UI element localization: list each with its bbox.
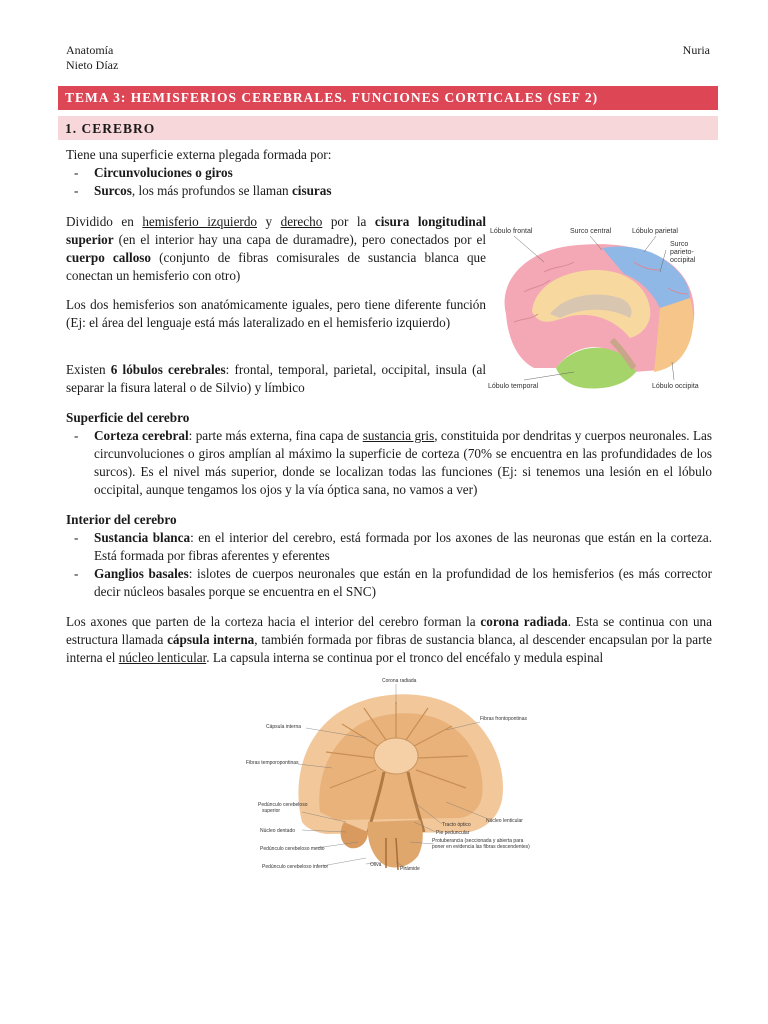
label-frontopontinas: Fibras frontopontinas xyxy=(480,716,527,722)
header-name: Nuria xyxy=(682,43,710,57)
intro-line: Tiene una superficie externa plegada formada por: xyxy=(66,147,332,162)
label-protub-2: poner en evidencia las fibras descendentes) xyxy=(432,844,530,850)
leader-line xyxy=(644,236,656,252)
text-run: Dividido en xyxy=(66,214,143,229)
paragraph-equal: Los dos hemisferios son anatómicamente iguales, pero tiene diferente función (Ej: el área del lenguaje está más lateralizado en el hemisferio izquierdo) xyxy=(66,297,486,330)
text-run: , constituida por dendritas y cuerpos neuronales. Las circunvoluciones o giros amplían al máximo la superficie de corteza (70% se encuentra en las profundidades de los surcos). Es el nivel más superior, donde se localizan todas las funciones (Ej: si tenemos una lesión en el lóbulo occipital, aunque tengamos los ojos y la vía óptica sana, no vamos a ver) xyxy=(94,428,712,497)
term-sustancia-blanca: Sustancia blanca xyxy=(94,530,191,545)
underlined-sustancia-gris: sustancia gris xyxy=(362,428,435,443)
brain-lobes-figure xyxy=(484,222,720,398)
label-po-1: Surco xyxy=(670,241,689,248)
term-surcos: Surcos xyxy=(94,183,132,198)
label-tracto: Tracto óptico xyxy=(442,822,471,828)
header-subject: Anatomía xyxy=(66,43,114,57)
paragraph-lobes xyxy=(66,361,486,397)
term-ganglios-basales: Ganglios basales xyxy=(94,566,189,581)
text-run: : islotes de cuerpos neuronales que están en la profundidad de los hemisferios (es más corrector decir núcleos basales porque se encuentra en el SNC) xyxy=(94,566,712,599)
header-author: Nieto Díaz xyxy=(66,58,119,72)
brain-illustration xyxy=(505,244,695,388)
corona-radiata-figure xyxy=(246,672,542,882)
interior-section xyxy=(66,511,712,601)
text-run: : parte más externa, fina capa de xyxy=(188,428,363,443)
term-circunvoluciones: Circunvoluciones o giros xyxy=(94,165,233,180)
list-item xyxy=(66,565,712,601)
label-parietal: Lóbulo parietal xyxy=(632,228,678,235)
term-lobulos: 6 lóbulos cerebrales xyxy=(110,362,226,377)
leader-line xyxy=(514,236,544,262)
leader-line xyxy=(672,362,674,380)
text-run: , también formada por fibras de sustancia blanca, al descender encapsulan por la parte interna el xyxy=(66,632,712,665)
term-cuerpo-calloso: cuerpo calloso xyxy=(66,250,152,265)
label-temporal: Lóbulo temporal xyxy=(488,383,539,390)
label-protub-1: Protuberancia (seccionada y abierta para xyxy=(432,838,524,844)
label-ped-inf: Pedúnculo cerebeloso inferior xyxy=(262,864,329,870)
label-occipital: Lóbulo occipita xyxy=(652,383,699,390)
label-ped-medio: Pedúnculo cerebeloso medio xyxy=(260,846,325,852)
underlined-left-hemisphere: hemisferio izquierdo xyxy=(142,214,258,229)
label-po-3: occipital xyxy=(670,257,696,264)
term-corona-radiada: corona radiada xyxy=(480,614,568,629)
list-item xyxy=(66,182,466,200)
intro-block xyxy=(66,146,466,200)
text-run: : en el interior del cerebro, está formada por los axones de las neuronas que están en la corteza. Está formada por fibras aferentes y eferentes xyxy=(94,530,712,563)
label-temporopontinas: Fibras temporopontinas xyxy=(246,760,299,766)
dash-bullet: - xyxy=(74,428,79,443)
label-lenticular: Núcleo lenticular xyxy=(486,818,523,824)
label-dentado: Núcleo dentado xyxy=(260,828,296,834)
label-central: Surco central xyxy=(570,228,612,235)
label-corona: Corona radiada xyxy=(382,678,417,684)
paragraph-axons xyxy=(66,613,712,667)
label-frontal: Lóbulo frontal xyxy=(490,228,533,235)
brainstem-shape xyxy=(368,820,423,868)
list-item xyxy=(66,164,466,182)
label-ped-sup-2: superior xyxy=(262,808,281,814)
surface-section xyxy=(66,409,712,499)
text-run: . La capsula interna se continua por el tronco del encéfalo y medula espinal xyxy=(206,650,604,665)
label-oliva: Oliva xyxy=(370,862,382,868)
term-capsula-interna: cápsula interna xyxy=(167,632,255,647)
label-capsula: Cápsula interna xyxy=(266,724,302,730)
text-run: (en el interior hay una capa de duramadre), pero conectados por el xyxy=(113,232,486,247)
underlined-nucleo-lenticular: núcleo lenticular xyxy=(118,650,207,665)
surface-heading: Superficie del cerebro xyxy=(66,410,190,425)
term-corteza: Corteza cerebral xyxy=(94,428,189,443)
dash-bullet: - xyxy=(74,566,79,581)
list-item xyxy=(66,427,712,499)
dash-bullet: - xyxy=(74,530,79,545)
dash-bullet: - xyxy=(74,165,79,180)
dash-bullet: - xyxy=(74,183,79,198)
interior-heading: Interior del cerebro xyxy=(66,512,177,527)
label-po-2: parieto- xyxy=(670,249,694,256)
list-item xyxy=(66,529,712,565)
header-left xyxy=(66,43,118,73)
text-run: y xyxy=(257,214,281,229)
label-piramide: Pirámide xyxy=(400,866,420,872)
text-run: Existen xyxy=(66,362,111,377)
term-cisura-longitudinal: cisura longitudinal superior xyxy=(66,214,486,247)
text-run: (conjunto de fibras comisurales de sustancia blanca que conectan un hemisferio con otro) xyxy=(66,250,486,283)
underlined-right: derecho xyxy=(280,214,323,229)
capsula-core xyxy=(374,738,418,774)
text-run: : frontal, temporal, parietal, occipital, insula (al separar la fisura lateral o de Silvio) y límbico xyxy=(66,362,486,395)
label-pie: Pie peduncular xyxy=(436,830,470,836)
section-heading: 1. CEREBRO xyxy=(58,116,718,140)
topic-title-bar: TEMA 3: HEMISFERIOS CEREBRALES. FUNCIONES CORTICALES (SEF 2) xyxy=(58,86,718,110)
text-run: . Esta se continua con una estructura llamada xyxy=(66,614,712,647)
surcos-text: , los más profundos se llaman xyxy=(131,183,292,198)
text-run: por la xyxy=(322,214,375,229)
paragraph-hemispheres xyxy=(66,213,486,285)
term-cisuras: cisuras xyxy=(291,183,332,198)
label-ped-sup-1: Pedúnculo cerebeloso xyxy=(258,802,308,808)
text-run: Los axones que parten de la corteza hacia el interior del cerebro forman la xyxy=(66,614,481,629)
